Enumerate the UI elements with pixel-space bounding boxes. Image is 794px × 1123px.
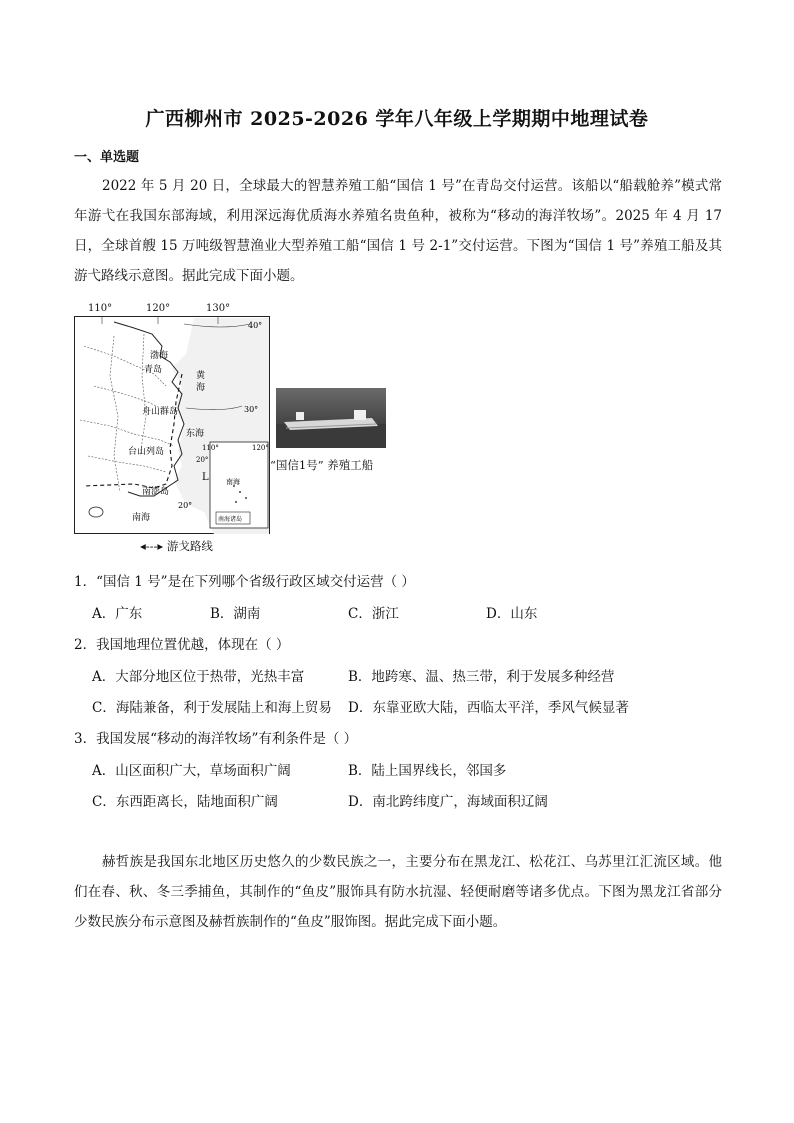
q2-option-b[interactable]: B．地跨寒、温、热三带，利于发展多种经营 bbox=[348, 669, 615, 685]
q3-option-a[interactable]: A．山区面积广大，草场面积广阔 bbox=[92, 763, 291, 779]
place-nanpeng: 南澎岛 bbox=[142, 487, 170, 497]
q1-option-b[interactable]: B．湖南 bbox=[210, 606, 261, 622]
inset-lon-120: 120° bbox=[252, 444, 269, 452]
q2-option-c[interactable]: C．海陆兼备，利于发展陆上和海上贸易 bbox=[92, 700, 332, 716]
place-taishan: 台山列岛 bbox=[128, 447, 165, 457]
page-title: 广西柳州市 2025-2026 学年八年级上学期期中地理试卷 bbox=[145, 108, 649, 130]
ship-photo bbox=[276, 388, 386, 448]
lon-label-120: 120° bbox=[146, 303, 171, 314]
map-legend bbox=[140, 538, 213, 554]
place-qingdao: 青岛 bbox=[144, 365, 163, 375]
place-huang: 黄 bbox=[196, 371, 206, 381]
place-nanhai: 南海 bbox=[132, 513, 151, 523]
q3-option-c[interactable]: C．东西距离长，陆地面积广阔 bbox=[92, 794, 278, 810]
inset-lon-110: 110° bbox=[202, 444, 219, 452]
q3-option-b[interactable]: B．陆上国界线长，邻国多 bbox=[348, 763, 507, 779]
route-legend-icon: ◂-‐-▸ bbox=[140, 539, 167, 553]
inset-islands: 南海诸岛 bbox=[218, 516, 243, 523]
place-hai: 海 bbox=[196, 383, 206, 393]
q2-option-d[interactable]: D．东靠亚欧大陆，西临太平洋，季风气候显著 bbox=[348, 700, 629, 716]
inset-nanhai: 南海 bbox=[226, 478, 240, 486]
lon-label-110: 110° bbox=[88, 303, 113, 314]
lat-label-40: 40° bbox=[248, 321, 263, 330]
lon-label-130: 130° bbox=[206, 303, 231, 314]
place-zhoushan: 舟山群岛 bbox=[142, 407, 179, 417]
route-map bbox=[74, 316, 270, 534]
inset-lat-20: 20° bbox=[196, 456, 209, 464]
lat-label-20: 20° bbox=[178, 501, 193, 510]
passage-1: 2022 年 5 月 20 日，全球最大的智慧养殖工船“国信 1 号”在青岛交付运营。该船以“船载舱养”模式常年游弋在我国东部海域，利用深远海优质海水养殖名贵鱼种，被称为“移动的海洋牧场”。2025 年 4 月 17 日，全球首艘 15 万吨级智慧渔业大型养殖工船“国信 1 号 2-1”交付运营。下图为“国信 1 号”养殖工船及其游弋路线示意图。据此完成下面小题。 bbox=[74, 178, 722, 284]
inset-mark: L bbox=[202, 472, 209, 483]
place-donghai: 东海 bbox=[186, 429, 205, 439]
ship-caption: “国信1号” 养殖工船 bbox=[270, 458, 374, 472]
question-3: 3．我国发展“移动的海洋牧场”有利条件是（ ） bbox=[74, 731, 358, 747]
place-bohai: 渤海 bbox=[150, 351, 169, 361]
q1-option-d[interactable]: D．山东 bbox=[486, 606, 538, 622]
lat-label-30: 30° bbox=[244, 405, 259, 414]
section-heading: 一、单选题 bbox=[74, 150, 140, 165]
q3-option-d[interactable]: D．南北跨纬度广，海域面积辽阔 bbox=[348, 794, 548, 810]
question-1: 1．“国信 1 号”是在下列哪个省级行政区域交付运营（ ） bbox=[74, 574, 415, 590]
q2-option-a[interactable]: A．大部分地区位于热带，光热丰富 bbox=[92, 669, 305, 685]
legend-label: 游戈路线 bbox=[166, 539, 213, 553]
q1-option-a[interactable]: A．广东 bbox=[92, 606, 143, 622]
passage-2: 赫哲族是我国东北地区历史悠久的少数民族之一，主要分布在黑龙江、松花江、乌苏里江汇流区域。他们在春、秋、冬三季捕鱼，其制作的“鱼皮”服饰具有防水抗湿、轻便耐磨等诸多优点。下图为黑龙江省部分少数民族分布示意图及赫哲族制作的“鱼皮”服饰图。据此完成下面小题。 bbox=[74, 854, 722, 930]
question-2: 2．我国地理位置优越，体现在（ ） bbox=[74, 637, 290, 653]
q1-option-c[interactable]: C．浙江 bbox=[348, 606, 399, 622]
